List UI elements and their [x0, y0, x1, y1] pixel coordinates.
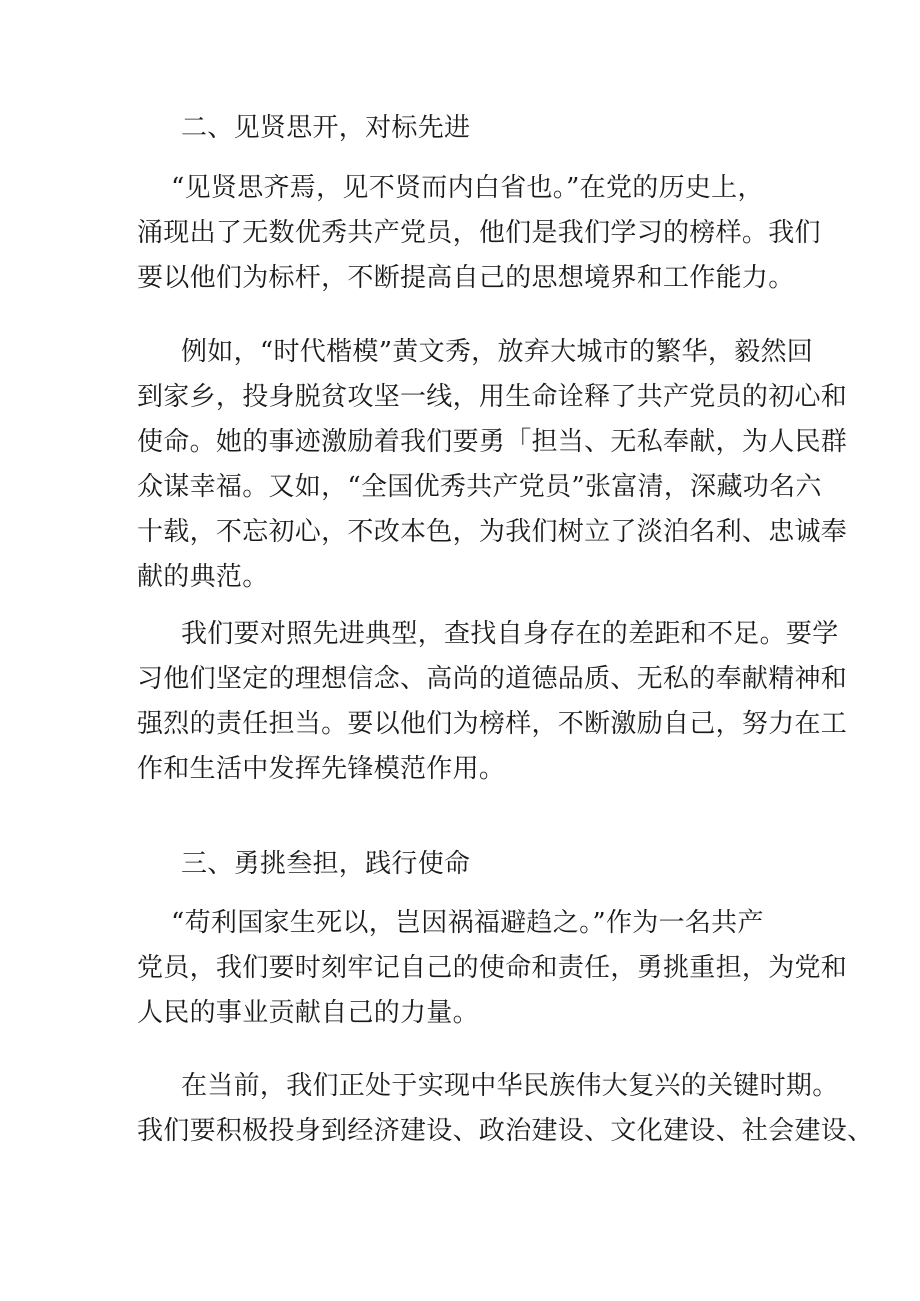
paragraph-line: 在当前，我们正处于实现中华民族伟大复兴的关键时期。	[181, 1071, 839, 1101]
paragraph	[137, 330, 848, 600]
paragraph-line: 例如，“时代楷模”黄文秀，放弃大城市的繁华，毅然回	[181, 337, 814, 367]
paragraph-line: 使命。她的事迹激励着我们要勇「担当、无私奉献，为人民群	[137, 427, 848, 457]
paragraph-line: 作和生活中发挥先锋模范作用。	[137, 754, 506, 784]
paragraph-line: 到家乡，投身脱贫攻坚一线，用生命诠释了共产党员的初心和	[137, 382, 848, 412]
heading-text: 三、勇挑叁担，践行使命	[181, 849, 471, 879]
paragraph-line: 众谋幸福。又如，“全国优秀共产党员”张富清，深藏功名六	[137, 472, 822, 502]
paragraph-line: 我们要积极投身到经济建设、政治建设、文化建设、社会建设、	[137, 1116, 874, 1146]
paragraph-line: 习他们坚定的理想信念、高尚的道德品质、无私的奉献精神和	[137, 664, 848, 694]
paragraph	[137, 901, 848, 1036]
paragraph-line: 我们要对照先进典型，查找自身存在的差距和不足。要学	[181, 619, 839, 649]
paragraph	[137, 166, 821, 301]
paragraph	[137, 612, 848, 792]
paragraph-line: 要以他们为标杆，不断提高自己的思想境界和工作能力。	[137, 263, 795, 293]
paragraph-line: 人民的事业贡献自己的力量。	[137, 998, 479, 1028]
section-heading-3	[181, 842, 841, 887]
section-heading-2	[181, 106, 841, 151]
paragraph-line: 献的典范。	[137, 562, 269, 592]
paragraph-line: 十载，不忘初心，不改本色，为我们树立了淡泊名利、忠诚奉	[137, 517, 848, 547]
paragraph-line: “见贤思齐焉，见不贤而内白省也。”在党的历史上，	[171, 173, 764, 203]
paragraph-line: 涌现出了无数优秀共产党员，他们是我们学习的榜样。我们	[137, 218, 821, 248]
heading-text: 二、见贤思开，对标先进	[181, 113, 471, 143]
paragraph	[137, 1064, 874, 1154]
paragraph-line: “苟利国家生死以，岂因祸福避趋之。”作为一名共产	[171, 908, 764, 938]
paragraph-line: 强烈的责任担当。要以他们为榜样，不断激励自己，努力在工	[137, 709, 848, 739]
paragraph-line: 党员，我们要时刻牢记自己的使命和责任，勇挑重担，为党和	[137, 953, 848, 983]
